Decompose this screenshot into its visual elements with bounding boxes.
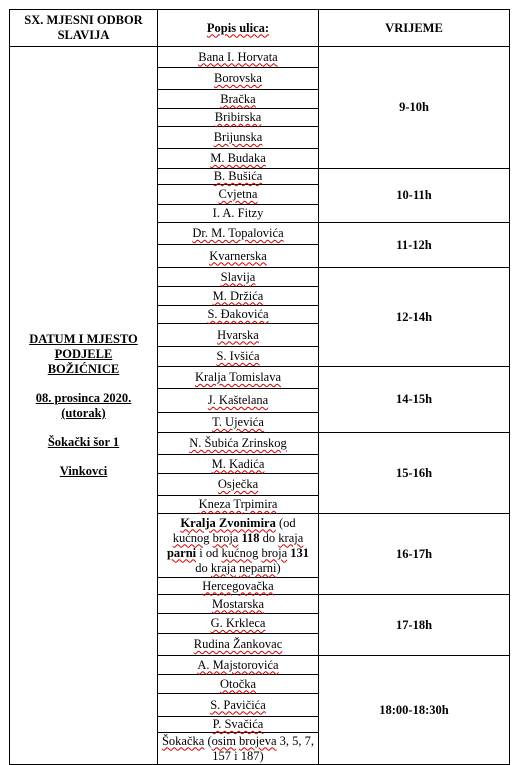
street-cell: J. Kaštelana	[158, 389, 319, 413]
street-cell: N. Šubića Zrinskog	[158, 433, 319, 455]
time-slot: 15-16h	[319, 433, 510, 514]
street-cell: Otočka	[158, 675, 319, 694]
street-cell: T. Ujevića	[158, 413, 319, 433]
street-cell: Mostarska	[158, 595, 319, 614]
distribution-table	[9, 9, 510, 765]
street-cell: Hvarska	[158, 324, 319, 347]
time-slot: 9-10h	[319, 47, 510, 169]
header-streets: Popis ulica:	[158, 10, 319, 47]
street-cell: M. Držića	[158, 287, 319, 306]
time-slot: 18:00-18:30h	[319, 656, 510, 765]
street-cell: Cvjetna	[158, 185, 319, 205]
street-cell: S. Pavičića	[158, 694, 319, 717]
time-slot: 14-15h	[319, 367, 510, 433]
street-cell: P. Svačića	[158, 717, 319, 733]
street-cell: Borovska	[158, 68, 319, 90]
street-cell-sokacka: Šokačka (osim brojeva 3, 5, 7, 157 i 187)	[158, 733, 319, 765]
time-slot: 16-17h	[319, 514, 510, 595]
info-date: 08. prosinca 2020.	[35, 391, 132, 405]
street-cell: B. Bušića	[158, 169, 319, 185]
street-cell: Hercegovačka	[158, 578, 319, 595]
street-cell: Kralja Tomislava	[158, 367, 319, 389]
street-cell: S. Ivšića	[158, 347, 319, 367]
info-line3: BOŽIĆNICE	[47, 362, 120, 376]
street-cell: A. Majstorovića	[158, 656, 319, 675]
header-committee: SX. MJESNI ODBOR SLAVIJA	[10, 10, 158, 47]
street-cell: Brijunska	[158, 127, 319, 149]
street-cell: Slavija	[158, 268, 319, 287]
street-cell: Kvarnerska	[158, 245, 319, 268]
street-cell: Osječka	[158, 474, 319, 496]
header-time: VRIJEME	[319, 10, 510, 47]
street-cell: M. Budaka	[158, 149, 319, 169]
time-slot: 10-11h	[319, 169, 510, 223]
street-cell: I. A. Fitzy	[158, 205, 319, 223]
info-cell	[10, 47, 158, 765]
street-cell: M. Kadića	[158, 455, 319, 474]
info-place: Šokački šor 1	[47, 435, 120, 449]
info-city: Vinkovci	[59, 464, 108, 478]
info-line1: DATUM I MJESTO	[29, 332, 138, 346]
street-cell: S. Đakovića	[158, 306, 319, 324]
time-slot: 12-14h	[319, 268, 510, 367]
info-day: (utorak)	[61, 406, 106, 420]
street-cell: Rudina Žankovac	[158, 634, 319, 656]
street-cell: Bračka	[158, 90, 319, 109]
street-cell-kralja-zvonimira: Kralja Zvonimira (od kućnog broja 118 do kraja parni i od kućnog broja 131 do kraja neparni)	[158, 514, 319, 578]
street-cell: Bana I. Horvata	[158, 47, 319, 68]
info-line2: PODJELE	[54, 347, 113, 361]
street-cell: Kneza Trpimira	[158, 496, 319, 514]
time-slot: 17-18h	[319, 595, 510, 656]
street-cell: Bribirska	[158, 109, 319, 127]
street-cell: Dr. M. Topalovića	[158, 223, 319, 245]
street-cell: G. Krkleca	[158, 614, 319, 634]
time-slot: 11-12h	[319, 223, 510, 268]
